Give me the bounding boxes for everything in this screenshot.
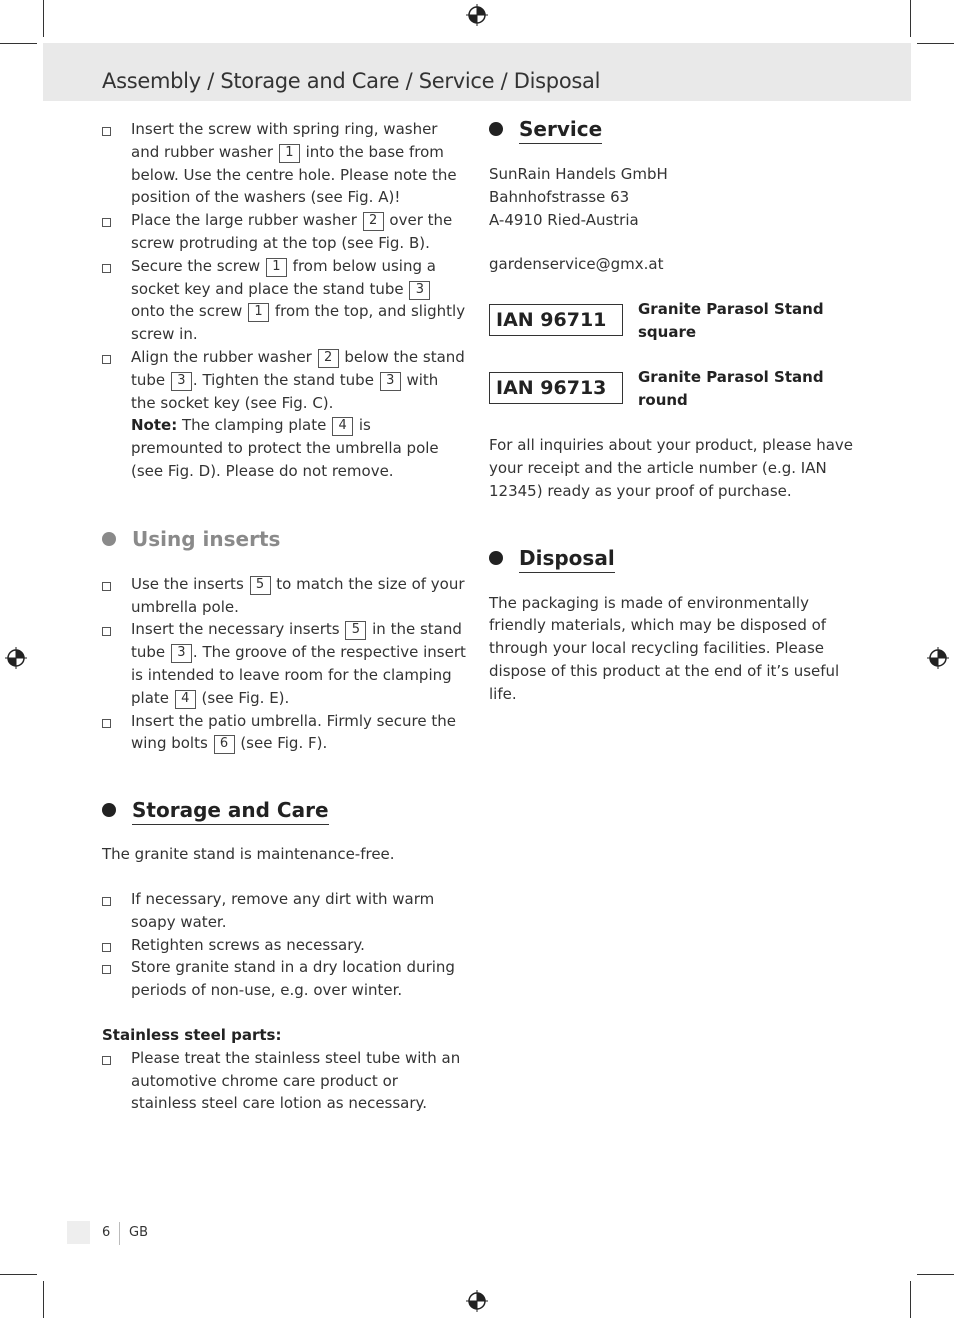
registration-mark-icon <box>5 647 27 669</box>
list-item-text: Insert the patio umbrella. Firmly secure the wing bolts <box>131 711 456 753</box>
product-name-line: Granite Parasol Stand <box>638 300 824 319</box>
list-item <box>102 710 466 756</box>
list-item <box>102 618 466 709</box>
list-item <box>102 118 466 209</box>
list-item-text: onto the screw <box>131 302 248 321</box>
list-item <box>102 956 466 1002</box>
list-item-text: Retighten screws as necessary. <box>131 935 365 954</box>
header-band <box>43 43 911 101</box>
storage-heading <box>102 797 466 823</box>
registration-mark-icon <box>466 4 488 26</box>
storage-intro: The granite stand is maintenance-free. <box>102 845 395 864</box>
product-name-line: square <box>638 323 697 342</box>
storage-list <box>102 888 466 1002</box>
part-number-box: 5 <box>345 621 366 640</box>
registration-mark-icon <box>466 1290 488 1312</box>
list-item-text: is premounted to protect the umbrella pole (see Fig. D). Please do not remove. <box>131 416 439 480</box>
list-item-text: . The groove of the respective insert is intended to leave room for the clamping plate <box>131 643 466 707</box>
part-number-box: 3 <box>380 372 401 391</box>
crop-mark <box>0 43 37 44</box>
list-item-text: Secure the screw <box>131 256 265 275</box>
list-item-text: Insert the necessary inserts <box>131 620 345 639</box>
heading-text: Using inserts <box>132 526 281 551</box>
list-item-text: with the socket key (see Fig. C). <box>131 370 439 412</box>
list-item-text: Insert the screw with spring ring, washer and rubber washer <box>131 120 438 161</box>
using-inserts-heading <box>102 526 466 552</box>
list-item-text: Use the inserts <box>131 574 249 593</box>
stainless-heading: Stainless steel parts: <box>102 1025 282 1044</box>
list-item-text: If necessary, remove any dirt with warm soapy water. <box>131 889 435 931</box>
bullet-dot-icon <box>489 551 503 565</box>
assembly-list <box>102 118 466 483</box>
part-number-box: 1 <box>279 144 300 163</box>
product-row <box>489 298 854 366</box>
list-item-text: Place the large rubber washer <box>131 211 362 230</box>
list-item-text: in the stand tube <box>131 620 462 662</box>
ian-number-box: IAN 96713 <box>489 372 623 404</box>
list-item <box>102 934 466 957</box>
footer-marker <box>67 1221 90 1244</box>
product-name-line: round <box>638 391 688 410</box>
list-item-text: The clamping plate <box>177 416 332 435</box>
list-item <box>102 255 466 346</box>
heading-text: Storage and Care <box>132 798 329 825</box>
crop-mark <box>0 1274 37 1275</box>
crop-mark <box>910 1281 911 1318</box>
bullet-dot-icon <box>489 122 503 136</box>
inquiry-text: For all inquiries about your product, please have your receipt and the article number (e.g. IAN 12345) ready as your proof of purchase. <box>489 436 854 500</box>
part-number-box: 2 <box>363 212 384 231</box>
list-item-text: from below using a socket key and place the stand tube <box>131 256 436 298</box>
list-item-text: from the top, and slightly screw in. <box>131 302 466 344</box>
language-code: GB <box>129 1225 148 1240</box>
part-number-box: 5 <box>250 576 271 595</box>
page-title: Assembly / Storage and Care / Service / Disposal <box>102 69 601 93</box>
company-name: SunRain Handels GmbH <box>489 165 668 183</box>
list-item-text: Please treat the stainless steel tube with an automotive chrome care product or stainless steel care lotion as necessary. <box>131 1048 461 1113</box>
list-item-text: (see Fig. F). <box>235 734 328 753</box>
bullet-dot-icon <box>102 532 116 546</box>
left-column <box>102 118 466 1115</box>
list-item-text: (see Fig. E). <box>196 688 290 707</box>
registration-mark-icon <box>927 647 949 669</box>
list-item-text: to match the size of your umbrella pole. <box>131 574 465 616</box>
list-item <box>102 573 466 619</box>
bullet-dot-icon <box>102 803 116 817</box>
using-inserts-list <box>102 573 466 755</box>
part-number-box: 2 <box>318 349 339 368</box>
service-heading <box>489 116 854 142</box>
page-number: 6 <box>102 1225 111 1240</box>
product-name <box>638 298 848 344</box>
list-item-text: over the screw protruding at the top (see Fig. B). <box>131 211 453 252</box>
footer-divider <box>119 1222 120 1245</box>
list-item <box>102 346 466 483</box>
service-email[interactable]: gardenservice@gmx.at <box>489 255 664 274</box>
part-number-box: 6 <box>214 735 235 754</box>
list-item-text: into the base from below. Use the centre hole. Please note the position of the washers (see Fig. A)! <box>131 142 457 207</box>
heading-text: Service <box>519 117 602 144</box>
note-label: Note: <box>131 416 178 435</box>
list-item <box>102 1047 466 1115</box>
part-number-box: 4 <box>332 417 353 436</box>
part-number-box: 1 <box>248 303 269 322</box>
heading-text: Disposal <box>519 546 615 573</box>
part-number-box: 3 <box>409 281 430 300</box>
crop-mark <box>910 0 911 37</box>
list-item <box>102 209 466 255</box>
ian-number-box: IAN 96711 <box>489 304 623 336</box>
right-column <box>489 116 854 706</box>
company-street: Bahnhofstrasse 63 <box>489 187 630 206</box>
company-city: A-4910 Ried-Austria <box>489 210 639 229</box>
stainless-list <box>102 1047 466 1115</box>
part-number-box: 3 <box>171 372 192 391</box>
part-number-box: 3 <box>171 644 192 663</box>
part-number-box: 1 <box>266 258 287 277</box>
crop-mark <box>917 1274 954 1275</box>
list-item-text: Align the rubber washer <box>131 347 317 366</box>
crop-mark <box>43 0 44 37</box>
part-number-box: 4 <box>175 690 196 709</box>
product-row <box>489 366 854 434</box>
product-name-line: Granite Parasol Stand <box>638 368 824 387</box>
crop-mark <box>917 43 954 44</box>
list-item-text: Store granite stand in a dry location during periods of non-use, e.g. over winter. <box>131 958 455 1000</box>
disposal-text: The packaging is made of environmentally friendly materials, which may be disposed of through your local recycling facilities. Please dispose of this product at the end of it’s useful life. <box>489 593 840 703</box>
product-name <box>638 366 848 412</box>
list-item-text: . Tighten the stand tube <box>192 370 379 389</box>
crop-mark <box>43 1281 44 1318</box>
list-item <box>102 888 466 934</box>
list-item-text: below the stand tube <box>131 347 465 389</box>
disposal-heading <box>489 545 854 571</box>
